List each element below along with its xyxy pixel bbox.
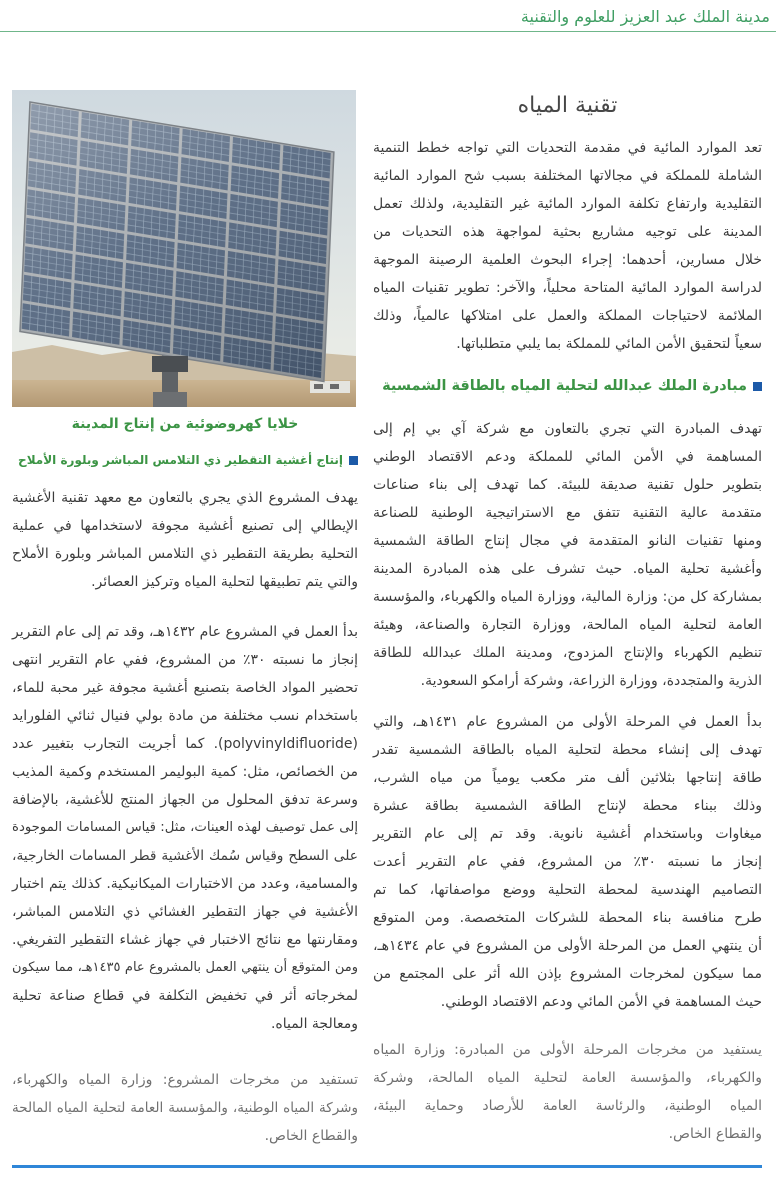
text-line: وأغشية تحلية المياه. حيث تشرف على هذه المبادرة المدينة <box>373 561 762 577</box>
text-line: بمشاركة كل من: وزارة المالية، ووزارة المياه والكهرباء، والمؤسسة <box>373 589 762 605</box>
text-line: بتطوير حلول تقنية صديقة للبيئة. كما تهدف إلى بناء صناعات <box>373 477 762 493</box>
text-line: إلى عمل توصيف لهذه العينات، مثل: قياس المسامات الموجودة <box>12 820 358 835</box>
section-heading <box>12 446 358 474</box>
text-line: تعد الموارد المائية في مقدمة التحديات التي تواجه خطط التنمية <box>373 140 762 156</box>
paragraph <box>12 618 358 1038</box>
photo-caption: خلايا كهروضوئية من إنتاج المدينة <box>71 416 299 432</box>
text-line: التقليدية وارتفاع تكلفة الموارد المائية غير التقليدية، ولذلك تعمل <box>373 196 762 212</box>
text-line: ومقارنتها مع نتائج الاختبار في جهاز غشاء التقطير التفريغي. <box>12 932 358 948</box>
text-line: لدراسة الموارد المائية المتاحة محلياً، والآخر: تطوير تقنيات المياه <box>373 280 762 296</box>
section-heading-text: إنتاج أغشية التقطير ذي التلامس المباشر وبلورة الأملاح <box>18 453 343 467</box>
text-line: إنجاز ما نسبته ٣٠٪ من المشروع، ففي عام التقرير انتهى <box>12 652 358 668</box>
text-line: ومعالجة المياه. <box>270 1016 358 1032</box>
text-line: والقطاع الخاص. <box>264 1128 358 1144</box>
section-heading <box>373 372 762 400</box>
text-line: العامة لتحلية المياه المالحة، ووزارة التجارة والصناعة، وهيئة <box>373 617 762 633</box>
text-line: تهدف إلى إنشاء محطة لتحلية المياه بالطاقة الشمسية تقدر <box>373 742 762 758</box>
bullet-square-icon <box>753 382 762 391</box>
text-line: ومنها تقنيات النانو المتقدمة في مجال إنتاج الطاقة الشمسية <box>373 533 762 549</box>
text-line: المياه الوطنية، والرئاسة العامة للأرصاد وحماية البيئة، <box>373 1098 762 1114</box>
intro-paragraph <box>373 134 762 358</box>
text-line: التحلية بطريقة التقطير ذي التلامس المباشر وبلورة الأملاح <box>12 546 358 562</box>
text-line: إنجاز ما نسبته ٣٠٪ من المشروع، ففي عام التقرير أعدت <box>373 854 762 870</box>
bullet-square-icon <box>349 456 358 465</box>
text-line: تستفيد من مخرجات المشروع: وزارة المياه والكهرباء، <box>12 1072 358 1088</box>
text-line: (polyvinyldifluoride). كما أجريت التجارب بتغيير عدد <box>12 736 358 752</box>
text-line: حيث المساهمة في الأمن المائي ودعم الاقتصاد الوطني. <box>440 994 762 1010</box>
article-title: تقنية المياه <box>517 93 618 118</box>
text-line: طاقة إنتاجها بثلاثين ألف متر مكعب يومياً من مياه الشرب، <box>373 770 762 786</box>
text-line: على السطح وقياس سُمك الأغشية قطر المسامات الخارجية، <box>12 848 358 864</box>
text-line: الملائمة لاحتياجات المملكة والعمل على امتلاكها عالمياً، وذلك <box>373 308 762 324</box>
text-line: من الخصائص، مثل: كمية البوليمر المستخدم وكمية المذيب <box>12 764 358 780</box>
text-line: أن ينتهي العمل من المرحلة الأولى من المشروع في عام ١٤٣٤هـ، <box>373 938 762 954</box>
text-line: وشركة المياه الوطنية، والمؤسسة العامة لتحلية المياه المالحة <box>12 1100 358 1116</box>
header-title: مدينة الملك عبد العزيز للعلوم والتقنية <box>520 7 770 26</box>
text-line: لمخرجاته أثر في تخفيض التكلفة في قطاع صناعة تحلية <box>12 988 358 1004</box>
text-line: تهدف المبادرة التي تجري بالتعاون مع شركة آي بي إم إلى <box>373 421 762 437</box>
paragraph <box>12 484 358 596</box>
text-line: باستخدام نسب مختلفة من مادة بولي فنيال ثنائي الفلورايد <box>12 708 358 724</box>
text-line: متقدمة عالية التقنية تتفق مع الاستراتيجية الوطنية للصناعة <box>373 505 762 521</box>
paragraph <box>373 708 762 1016</box>
text-line: وذلك ببناء محطة لإنتاج الطاقة الشمسية بطاقة عشرة <box>373 798 762 814</box>
text-line: ميغاوات وباستخدام أغشية نانوية. وقد تم إلى عام التقرير <box>373 826 762 842</box>
text-line: خلال مسارين، أحدهما: إجراء البحوث العلمية الرصينة الموجهة <box>373 252 762 268</box>
text-line: وسرعة تدفق المحلول من الجهاز المنتج للأغشية، بالإضافة <box>12 792 358 808</box>
left-column <box>12 0 358 1179</box>
text-line: الذرية والمتجددة، ووزارة الزراعة، وشركة أرامكو السعودية. <box>420 673 762 689</box>
section-heading-text: مبادرة الملك عبدالله لتحلية المياه بالطاقة الشمسية <box>382 378 747 394</box>
text-line: ومن المتوقع أن ينتهي العمل بالمشروع عام ١٤٣٥هـ، مما سيكون <box>12 960 358 975</box>
text-line: بدأ العمل في المرحلة الأولى من المشروع عام ١٤٣١هـ، والتي <box>373 714 762 730</box>
paragraph <box>373 415 762 695</box>
text-line: تحضير المواد الخاصة بتصنيع أغشية مجوفة غير محبة للماء، <box>12 680 358 696</box>
text-line: يهدف المشروع الذي يجري بالتعاون مع معهد تقنية الأغشية <box>12 490 358 506</box>
text-line: طرح منافسة بناء المحطة للشركات المتخصصة. ومن المتوقع <box>373 910 762 926</box>
text-line: يستفيد من مخرجات المرحلة الأولى من المبادرة: وزارة المياه <box>373 1042 762 1058</box>
footer-rule <box>12 1165 762 1168</box>
text-line: سعياً لتحقيق الأمن المائي للمملكة بما يلبي متطلباتها. <box>456 336 762 352</box>
right-column <box>373 0 762 1179</box>
text-line: مما سيكون لمخرجات المشروع بإذن الله أثر على المجتمع من <box>373 966 762 982</box>
text-line: الإيطالي إلى تصنيع أغشية مجوفة لاستخدامها في عملية <box>12 518 358 534</box>
beneficiaries-paragraph <box>12 1066 358 1150</box>
text-line: والكهرباء، والمؤسسة العامة لتحلية المياه المالحة، وشركة <box>373 1070 762 1086</box>
solar-panels-photo <box>12 90 356 407</box>
text-line: المدينة على توجيه مشاريع بحثية لمواجهة هذه التحديات من <box>373 224 762 240</box>
text-line: الأغشية في جهاز التقطير الغشائي ذي التلامس المباشر، <box>12 904 358 920</box>
text-line: بدأ العمل في المشروع عام ١٤٣٢هـ، وقد تم إلى عام التقرير <box>12 624 358 640</box>
text-line: تنظيم الكهرباء والإنتاج المزدوج، ومدينة الملك عبدالله للطاقة <box>373 645 762 661</box>
text-line: التصاميم الهندسية لمحطة التحلية ووضع مواصفاتها، كما تم <box>373 882 762 898</box>
text-line: الشاملة للمملكة في مجالاتها المختلفة بسبب شح الموارد المائية <box>373 168 762 184</box>
text-line: والقطاع الخاص. <box>668 1126 762 1142</box>
text-line: المساهمة في الأمن المائي للمملكة ودعم الاقتصاد الوطني <box>373 449 762 465</box>
beneficiaries-paragraph <box>373 1036 762 1148</box>
text-line: والتي يتم تطبيقها لتحلية المياه وتركيز العصائر. <box>91 574 358 590</box>
text-line: والمسامية، وعدد من الاختبارات الميكانيكية. كذلك يتم اختبار <box>12 876 358 892</box>
